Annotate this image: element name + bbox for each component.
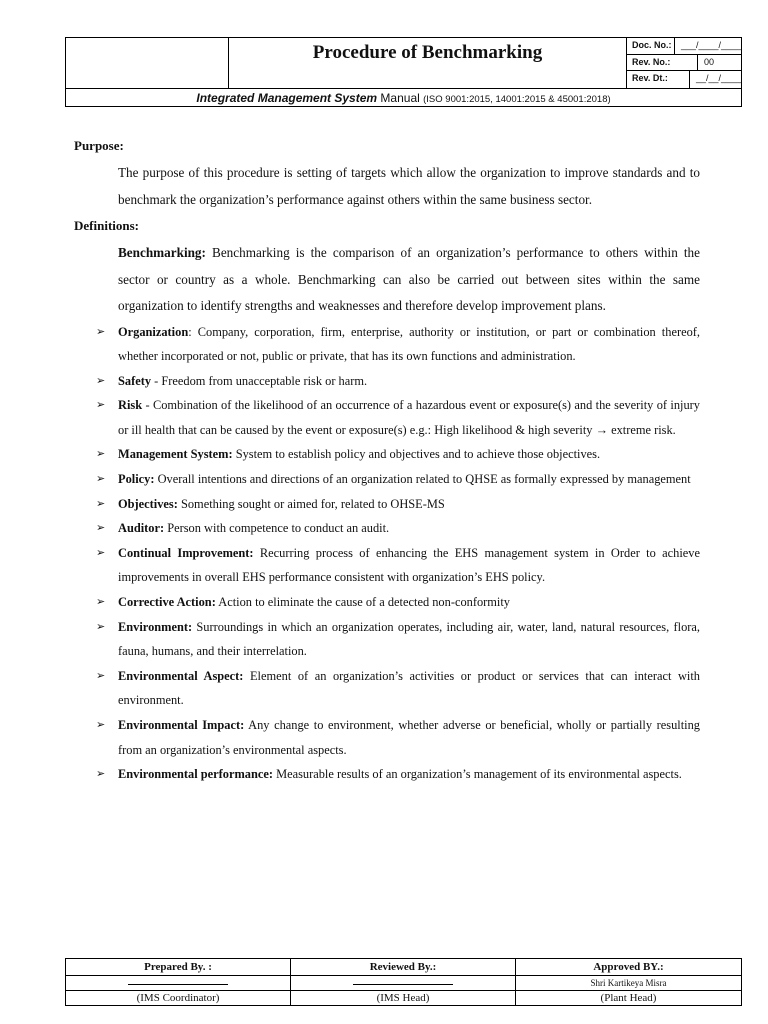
term: Management System: [118,447,233,462]
term-text: Surroundings in which an organization operates, including air, water, land, natural resources, flora, fauna, humans, and their interrelation. [118,619,700,659]
doc-meta [627,38,741,88]
purpose-text: The purpose of this procedure is setting of targets which allow the organization to improve standards and to benchmark the organization’s performance against others within the same business sector. [118,165,700,207]
term: Continual Improvement: [118,545,254,560]
prepared-role: (IMS Coordinator) [136,992,220,1004]
term: Policy: [118,472,155,487]
logo-cell [66,38,229,88]
term-text: : Company, corporation, firm, enterprise, authority or institution, or part or combination thereof, whether incorporated or not, public or private, that has its own functions and administration. [118,324,700,364]
prepared-column [66,959,291,1005]
term: Organization [118,324,189,339]
list-item [74,467,700,492]
term: Safety [118,373,152,388]
term: Auditor: [118,521,165,536]
approver-name: Shri Kartikeya Misra [516,976,741,991]
arrow-bullet-icon: ➢ [96,521,106,535]
rev-dt-label: Rev. Dt.: [627,71,690,88]
arrow-bullet-icon: ➢ [96,324,106,338]
signature-table [65,958,742,1006]
arrow-bullet-icon: ➢ [96,496,106,510]
prepared-signature [66,976,290,991]
rev-dt-row [627,71,741,88]
term: Environmental performance: [118,767,273,782]
term: Environmental Aspect: [118,668,244,683]
term-text: Overall intentions and directions of an organization related to QHSE as formally expressed by management [154,472,691,487]
ims-manual: Manual [380,91,420,105]
list-item [74,442,700,467]
list-item [74,590,700,615]
definition-list [74,320,700,787]
arrow-bullet-icon: ➢ [96,472,106,486]
approved-column [516,959,741,1005]
arrow-bullet-icon: ➢ [96,718,106,731]
document-body [74,136,700,787]
ims-title: Integrated Management System [196,91,378,105]
reviewed-column [291,959,516,1005]
signature-line [128,976,228,985]
approved-label: Approved BY.: [516,959,741,976]
term-text: Element of an organization’s activities or product or services that can interact with environment. [118,668,700,708]
ims-standards: (ISO 9001:2015, 14001:2015 & 45001:2018) [423,94,611,105]
arrow-bullet-icon: ➢ [96,398,106,412]
arrow-bullet-icon: ➢ [96,767,106,781]
page-title: Procedure of Benchmarking [229,38,627,88]
term-text: - Combination of the likelihood of an occurrence of a hazardous event or exposure(s) and the severity of injury or ill health that can be caused by the event or exposure(s) e.g.: High likelihood & high severity → extreme risk. [118,398,700,437]
doc-no-row [627,38,741,55]
document-header [65,37,742,107]
arrow-bullet-icon: ➢ [96,373,106,387]
ims-banner [66,88,741,107]
arrow-bullet-icon: ➢ [96,545,106,559]
term: Objectives: [118,496,178,511]
doc-no-value: ___/____/____ [680,40,741,50]
list-item [74,492,700,517]
doc-no-label: Doc. No.: [627,38,675,54]
reviewed-label: Reviewed By.: [291,959,515,976]
list-item [74,664,700,713]
list-item [74,541,700,590]
term: Corrective Action: [118,595,216,610]
benchmarking-text: Benchmarking is the comparison of an organization’s performance to others within the sector or country as a whole. Benchmarking can also be carried out between sites within the same organization to identify strengths and weaknesses and therefore develop improvement plans. [118,245,700,313]
definitions-heading: Definitions: [74,218,139,233]
rev-dt-value: __/__/____ [695,73,741,84]
term-text: Person with competence to conduct an audit. [164,521,390,536]
term-text: Measurable results of an organization’s management of its environmental aspects. [272,767,682,782]
term: Risk [118,398,143,413]
rev-no-label: Rev. No.: [627,55,698,71]
signature-line [353,976,453,985]
arrow-bullet-icon: ➢ [96,595,106,609]
rev-no-value: 00 [704,56,715,67]
list-item [74,713,700,762]
approved-role: (Plant Head) [600,992,657,1004]
arrow-bullet-icon: ➢ [96,668,106,682]
list-item [74,320,700,369]
term: Environment: [118,619,193,634]
list-item [74,762,700,787]
reviewed-role: (IMS Head) [376,992,430,1004]
term-text: Action to eliminate the cause of a detected non-conformity [215,595,511,610]
term: Environmental Impact: [118,718,245,732]
list-item [74,615,700,664]
purpose-heading: Purpose: [74,138,124,153]
rev-no-row [627,55,741,72]
reviewed-signature [291,976,515,991]
term-text: Any change to environment, whether adverse or beneficial, wholly or partially resulting from an organization’s environmental aspects. [118,718,701,757]
list-item [74,516,700,541]
arrow-bullet-icon: ➢ [96,619,106,633]
list-item [74,393,700,442]
term-text: Something sought or aimed for, related to OHSE-MS [177,496,445,511]
list-item [74,369,700,394]
benchmarking-term: Benchmarking: [118,245,206,260]
prepared-label: Prepared By. : [66,959,290,976]
benchmarking-definition [118,240,700,320]
term-text: System to establish policy and objectives and to achieve those objectives. [232,447,601,462]
term-text: - Freedom from unacceptable risk or harm. [151,373,368,388]
arrow-bullet-icon: ➢ [96,447,106,461]
term-text: Recurring process of enhancing the EHS management system in Order to achieve improvements in overall EHS performance consistent with organization’s EHS policy. [118,545,700,585]
